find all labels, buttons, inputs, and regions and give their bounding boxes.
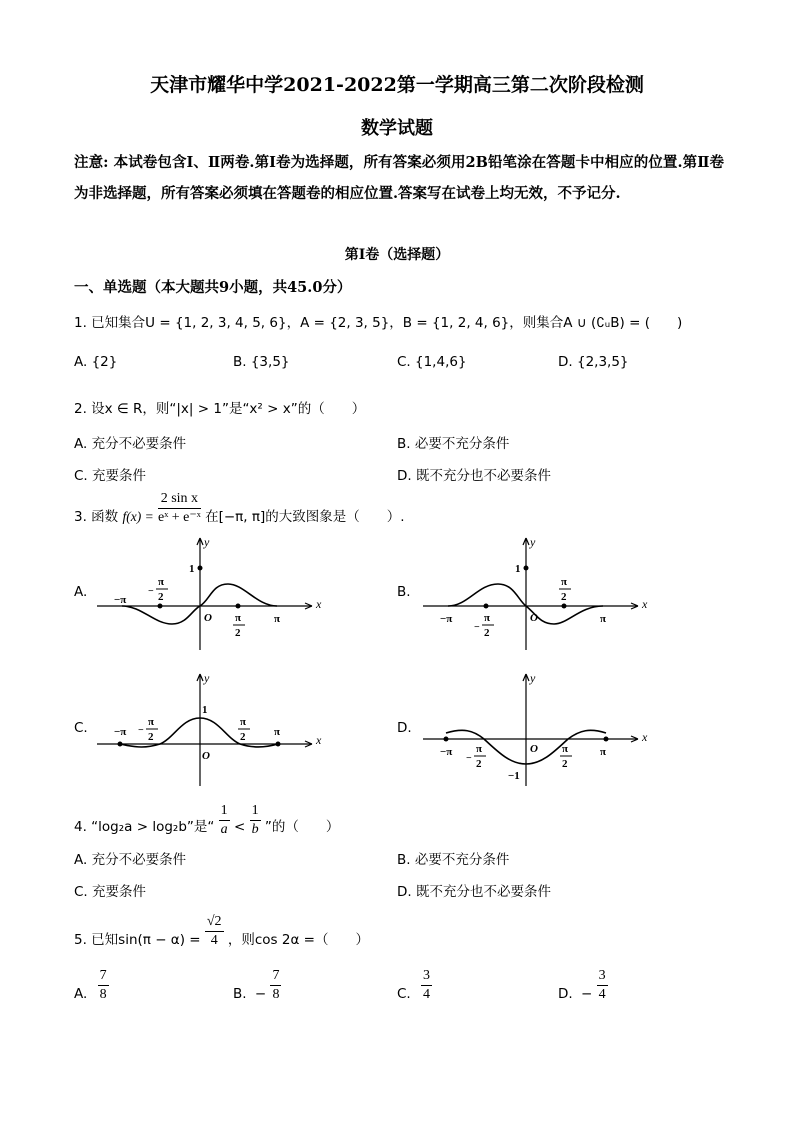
x-label: x — [316, 597, 322, 611]
point-neg-half-pi — [158, 604, 163, 609]
q3-numerator: 2 sin x — [158, 490, 201, 509]
q2-stem: 2. 设x ∈ R，则“|x| > 1”是“x² > x”的（ ） — [74, 401, 366, 417]
q4-option-d: D. 既不充分也不必要条件 — [397, 884, 551, 900]
q4-n1: 1 — [219, 802, 230, 821]
q4-option-c: C. 充要条件 — [74, 884, 147, 900]
q1-option-b: B. {3,5} — [233, 354, 290, 370]
q5-option-b — [233, 967, 281, 1004]
q5-fraction — [205, 913, 224, 950]
q5-option-c-num: 3 — [421, 967, 432, 986]
point-neg-pi — [444, 737, 449, 742]
origin-label: O — [530, 612, 538, 624]
tick-pi: π — [274, 726, 281, 738]
tick-neg-half-pi-den: 2 — [158, 591, 164, 603]
q5-option-a-label: A. — [74, 985, 88, 1002]
exam-subtitle: 数学试题 — [361, 118, 433, 139]
tick-neg-half-pi-num: π — [476, 743, 483, 755]
q2-option-c: C. 充要条件 — [74, 468, 147, 484]
tick-neg-half-pi-num: π — [148, 716, 155, 728]
q3-prefix: 3. 函数 — [74, 508, 119, 525]
point-half-pi — [562, 604, 567, 609]
q3-suffix: 在[−π, π]的大致图象是（ ）. — [205, 508, 405, 525]
q3-label-a: A. — [74, 584, 88, 600]
q5-option-d-num: 3 — [597, 967, 608, 986]
q5-denominator: 4 — [210, 933, 218, 948]
q3-graph-c[interactable] — [92, 668, 322, 788]
y-label: y — [530, 535, 536, 549]
q4-lt: < — [233, 818, 246, 835]
q3-label-d: D. — [397, 720, 412, 736]
tick-neg-sign: − — [138, 725, 144, 736]
tick-neg-sign: − — [474, 622, 480, 633]
y-label: y — [204, 671, 210, 685]
point-pi — [276, 742, 281, 747]
q5-option-d-fraction — [597, 967, 608, 1004]
q5-option-b-num: 7 — [270, 967, 281, 986]
tick-neg-half-pi-num: π — [158, 576, 165, 588]
part-heading: 第Ⅰ卷（选择题） — [344, 247, 450, 263]
origin-label: O — [204, 612, 212, 624]
q4-prefix: 4. “log₂a > log₂b”是“ — [74, 818, 215, 835]
q5-option-c-label: C. — [397, 985, 411, 1002]
q4-d2: b — [251, 822, 259, 837]
tick-1: 1 — [515, 563, 521, 575]
q3-function-name: f(x) = — [122, 508, 154, 524]
q3-label-c: C. — [74, 720, 88, 736]
q4-suffix: ”的（ ） — [264, 818, 340, 835]
tick-1: 1 — [202, 704, 208, 716]
q4-stem — [74, 802, 339, 839]
q5-option-d-label: D. — [558, 985, 573, 1002]
q1-stem: 1. 已知集合U = {1, 2, 3, 4, 5, 6}，A = {2, 3, 5}，B = {1, 2, 4, 6}，则集合A ∪ (∁ᵤB) = ( ) — [74, 315, 683, 331]
q3-label-b: B. — [397, 584, 411, 600]
tick-half-pi-den: 2 — [240, 731, 246, 743]
q5-suffix: ，则cos 2α =（ ） — [227, 931, 369, 948]
exam-title: 天津市耀华中学2021-2022第一学期高三第二次阶段检测 — [150, 74, 644, 96]
point-neg-pi — [118, 742, 123, 747]
q3-fraction — [158, 490, 201, 527]
q4-n2: 1 — [250, 802, 261, 821]
q5-option-b-fraction — [270, 967, 281, 1004]
q1-option-d: D. {2,3,5} — [558, 354, 629, 370]
q5-option-a-den: 8 — [99, 987, 107, 1002]
tick-half-pi-num: π — [235, 612, 242, 624]
tick-pi: π — [600, 613, 607, 625]
q5-option-c-fraction — [421, 967, 432, 1004]
q3-stem — [74, 490, 405, 527]
x-label: x — [316, 733, 322, 747]
y-label: y — [204, 535, 210, 549]
tick-neg-pi: −π — [440, 613, 453, 625]
q3-denominator: eˣ + e⁻ˣ — [157, 510, 201, 525]
point-1 — [524, 566, 529, 571]
tick-half-pi-den: 2 — [561, 591, 567, 603]
q5-option-d-den: 4 — [598, 987, 606, 1002]
q5-option-b-sign: − — [254, 985, 267, 1002]
q5-prefix: 5. 已知sin(π − α) = — [74, 931, 201, 948]
q2-option-d: D. 既不充分也不必要条件 — [397, 468, 551, 484]
q5-option-d — [558, 967, 608, 1004]
q1-option-a: A. {2} — [74, 354, 118, 370]
q4-fraction-b — [250, 802, 261, 839]
q5-stem — [74, 913, 369, 950]
q4-option-b: B. 必要不充分条件 — [397, 852, 510, 868]
tick-neg-pi: −π — [440, 746, 453, 758]
tick-neg-1: −1 — [508, 770, 520, 782]
tick-half-pi-den: 2 — [235, 627, 241, 639]
q5-option-c — [397, 967, 432, 1004]
q2-option-a: A. 充分不必要条件 — [74, 436, 187, 452]
x-label: x — [642, 597, 648, 611]
y-label: y — [530, 671, 536, 685]
q5-option-b-label: B. — [233, 985, 247, 1002]
tick-pi: π — [274, 613, 281, 625]
q5-option-d-sign: − — [580, 985, 593, 1002]
q5-option-c-den: 4 — [423, 987, 431, 1002]
tick-neg-half-pi-den: 2 — [148, 731, 154, 743]
q5-option-a-num: 7 — [98, 967, 109, 986]
q2-option-b: B. 必要不充分条件 — [397, 436, 510, 452]
tick-half-pi-den: 2 — [562, 758, 568, 770]
tick-neg-sign: − — [466, 753, 472, 764]
q4-option-a: A. 充分不必要条件 — [74, 852, 187, 868]
q3-graph-d[interactable] — [418, 668, 648, 788]
tick-neg-half-pi-den: 2 — [476, 758, 482, 770]
section-heading: 一、单选题（本大题共9小题，共45.0分） — [74, 279, 352, 296]
tick-1: 1 — [189, 563, 195, 575]
q4-d1: a — [220, 822, 228, 837]
exam-notice: 注意: 本试卷包含Ⅰ、Ⅱ两卷.第Ⅰ卷为选择题，所有答案必须用2B铅笔涂在答题卡中相应的位置.第Ⅱ卷为非选择题，所有答案必须填在答题卷的相应位置.答案写在试卷上均无效，不予记分. — [74, 154, 725, 202]
q5-option-a-fraction — [98, 967, 109, 1004]
q3-graph-a[interactable] — [92, 532, 322, 652]
q5-option-b-den: 8 — [272, 987, 280, 1002]
point-pi — [604, 737, 609, 742]
q5-option-a — [74, 967, 109, 1004]
tick-neg-half-pi-den: 2 — [484, 627, 490, 639]
point-1 — [198, 566, 203, 571]
x-label: x — [642, 730, 648, 744]
tick-pi: π — [600, 746, 607, 758]
q5-numerator: √2 — [205, 913, 224, 932]
tick-neg-sign: − — [148, 586, 154, 597]
origin-label: O — [202, 750, 210, 762]
origin-label: O — [530, 743, 538, 755]
point-half-pi — [236, 604, 241, 609]
tick-neg-pi: −π — [114, 594, 127, 606]
tick-neg-half-pi-num: π — [484, 612, 491, 624]
tick-half-pi-num: π — [561, 576, 568, 588]
q3-graph-b[interactable] — [418, 532, 648, 652]
q4-fraction-a — [219, 802, 230, 839]
tick-half-pi-num: π — [240, 716, 247, 728]
point-neg-half-pi — [484, 604, 489, 609]
tick-half-pi-num: π — [562, 743, 569, 755]
tick-neg-pi: −π — [114, 726, 127, 738]
q1-option-c: C. {1,4,6} — [397, 354, 467, 370]
